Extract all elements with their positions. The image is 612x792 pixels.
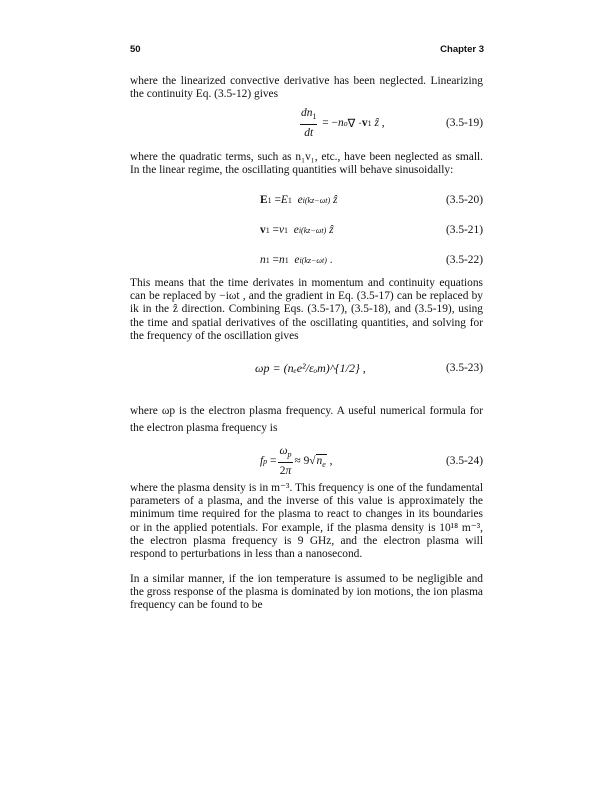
equation-3-5-20: E 1 = E 1 e i(kz−ωt) ẑ (3.5-20) xyxy=(260,194,483,206)
equation-3-5-21: v 1 = v 1 e i(kz−ωt) ẑ (3.5-21) xyxy=(260,224,483,236)
paragraph-4: where ωp is the electron plasma frequency. A useful numerical formula for the electron plasma frequency is xyxy=(130,405,483,434)
equation-3-5-19: $\frac{dn_1}{dt}$ = − n o ∇ · v 1 ẑ , (3.5-19) xyxy=(301,107,483,139)
equation-number: (3.5-23) xyxy=(445,362,483,374)
paragraph-2: where the quadratic terms, such as n₁v₁, etc., have been neglected as small. In the linear regime, the oscillating quantities will behave sinusoidally: xyxy=(130,151,483,177)
equation-number: (3.5-22) xyxy=(445,254,483,266)
equation-number: (3.5-20) xyxy=(445,194,483,206)
paragraph-3: This means that the time derivates in momentum and continuity equations can be replaced by −iωt , and the gradient in Eq. (3.5-17) can be replaced by ik in the ẑ direction. Combining Eqs. (3.5-17), (3.5-18), and (3.5-19), using the time and spatial derivatives of the oscillating quantities, and solving for the frequency of the oscillation gives xyxy=(130,277,483,342)
equation-number: (3.5-24) xyxy=(445,455,483,467)
equation-number: (3.5-19) xyxy=(445,117,483,129)
equation-3-5-24: f p = $\frac{\omega_p}{2\pi}$ ≈ 9√ $n_e$ , (3.5-24) xyxy=(260,445,483,477)
equation-3-5-23 xyxy=(130,350,483,386)
paragraph-6: In a similar manner, if the ion temperature is assumed to be negligible and the gross response of the plasma is dominated by ion motions, the ion plasma frequency can be found to be xyxy=(130,573,483,612)
paragraph-5: where the plasma density is in m⁻³. This frequency is one of the fundamental parameters of a plasma, and the inverse of this value is approximately the minimum time required for the plasma to react to changes in its boundaries or in the applied potentials. For example, if the plasma density is 10¹⁸ m⁻³, the electron plasma frequency is 9 GHz, and the electron plasma will respond to perturbations in less than a nanosecond. xyxy=(130,482,483,561)
equation-3-5-22: n 1 = n 1 e i(kz−ωt) . (3.5-22) xyxy=(260,254,483,266)
equation-text: ωp = (nₑe²/εₒm)^{1/2} , xyxy=(255,360,366,375)
chapter-title: Chapter 3 xyxy=(440,44,484,55)
paragraph-1: where the linearized convective derivative has been neglected. Linearizing the continuity Eq. (3.5-12) gives xyxy=(130,75,483,101)
equation-number: (3.5-21) xyxy=(445,224,483,236)
page-number: 50 xyxy=(130,44,141,55)
